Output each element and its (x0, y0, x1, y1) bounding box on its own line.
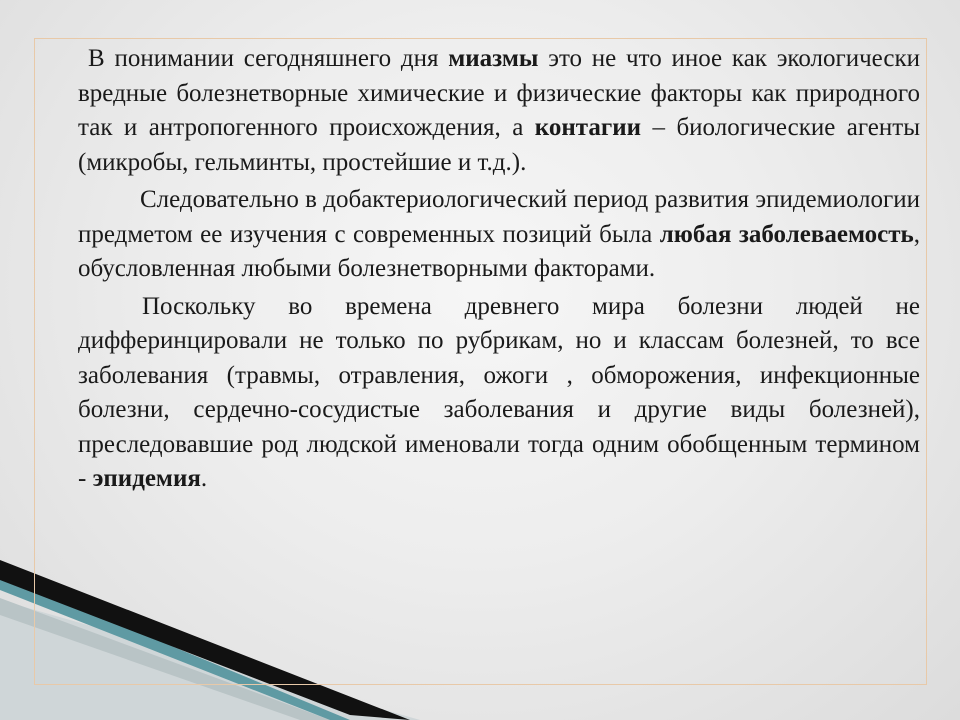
body-text (78, 42, 920, 500)
term-miasma: миазмы (448, 45, 539, 72)
paragraph-3 (78, 290, 920, 497)
term-contagion: контагии (534, 114, 642, 141)
p2-text-a: Следовательно в добактериологический период развития эпидемиологии предметом ее изучения с современных позиций была (78, 186, 920, 248)
p1-text-e: – биологические агенты (микробы, гельминты, простейшие и т.д.). (78, 114, 921, 176)
p3-text-c: . (200, 465, 208, 492)
term-epidemic: эпидемия (92, 465, 201, 492)
paragraph-1 (78, 42, 920, 180)
term-any-morbidity: любая заболеваемость (659, 220, 914, 248)
p3-text-a: Поскольку во времена древнего мира болезни людей не дифферинцировали не только по рубрикам, но и классам болезней, то все заболевания (травмы, отравления, ожоги , обморожения, инфекционные болезни, сердечно-сосудистые заболевания и другие виды болезней), преследовавшие род людской именовали тогда одним обобщенным термином - (78, 292, 920, 492)
p1-text-c: это не что иное как экологически вредные болезнетворные химические и физические факторы как природного так и антропогенного происхождения, а (78, 45, 921, 141)
p1-text-a: В понимании сегодняшнего дня (88, 45, 449, 72)
p2-text-c: , обусловленная любыми болезнетворными факторами. (78, 220, 920, 282)
paragraph-2 (78, 183, 920, 287)
